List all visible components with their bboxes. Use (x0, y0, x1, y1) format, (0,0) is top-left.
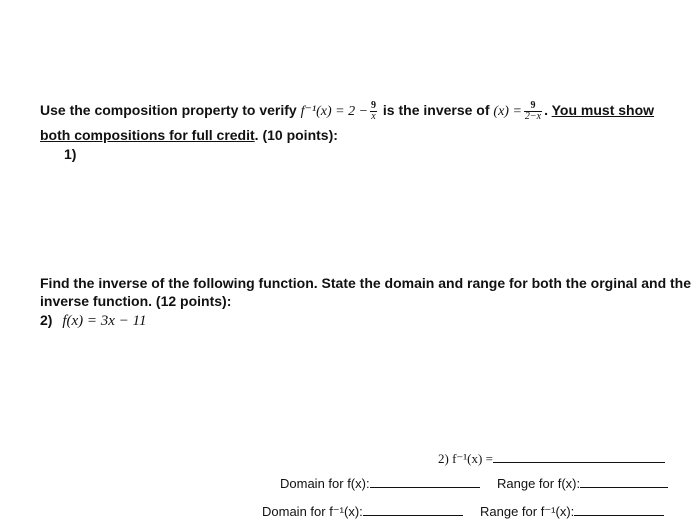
problem-1-line-1 (40, 101, 690, 122)
problem-2-statement (40, 274, 690, 330)
range-f-label: Range for f(x): (497, 476, 581, 491)
problem-1-number: 1) (64, 146, 77, 162)
original-function-expression: (x) = (493, 104, 522, 120)
inverse-answer-label: 2) f⁻¹(x) = (438, 451, 493, 466)
problem-1-intro: Use the composition property to verify (40, 102, 297, 119)
problem-2-number: 2) (40, 312, 53, 328)
inverse-function-expression: f⁻¹(x) = 2 − (300, 104, 369, 120)
problem-1-mid-text: is the inverse of (382, 102, 490, 119)
range-f-row (497, 474, 668, 492)
inverse-answer-blank[interactable] (493, 449, 665, 463)
domain-f-label: Domain for f(x): (280, 476, 370, 491)
domain-finv-label: Domain for f⁻¹(x): (262, 504, 363, 519)
domain-finv-row (262, 502, 463, 520)
fraction-denominator: 2−x (524, 111, 542, 122)
domain-finv-blank[interactable] (363, 502, 463, 516)
fraction-9-over-2-minus-x (524, 101, 542, 122)
inverse-answer-row (438, 449, 665, 467)
problem-1-statement (40, 101, 690, 163)
domain-f-row (280, 474, 480, 492)
problem-2-line-2: inverse function. (12 points): (40, 293, 232, 309)
range-finv-row (480, 502, 664, 520)
fraction-numerator: 9 (524, 101, 542, 112)
problem-2-function-row (40, 311, 690, 330)
period: . (544, 102, 548, 119)
problem-2-function: f(x) = 3x − 11 (62, 313, 147, 329)
fraction-9-over-x (370, 101, 377, 122)
fraction-numerator: 9 (371, 100, 377, 111)
problem-2-line-1: Find the inverse of the following function. State the domain and range for both the orginal and the (40, 275, 692, 291)
requirement-underlined-part-2: both compositions for full credit (40, 127, 255, 143)
fraction-denominator: x (371, 111, 376, 122)
range-f-blank[interactable] (580, 474, 668, 488)
range-finv-label: Range for f⁻¹(x): (480, 504, 575, 519)
requirement-underlined-part-1: You must show (551, 102, 655, 119)
domain-f-blank[interactable] (370, 474, 480, 488)
problem-1-line-2 (40, 126, 690, 144)
range-finv-blank[interactable] (574, 502, 664, 516)
problem-1-points: . (10 points): (254, 127, 338, 143)
